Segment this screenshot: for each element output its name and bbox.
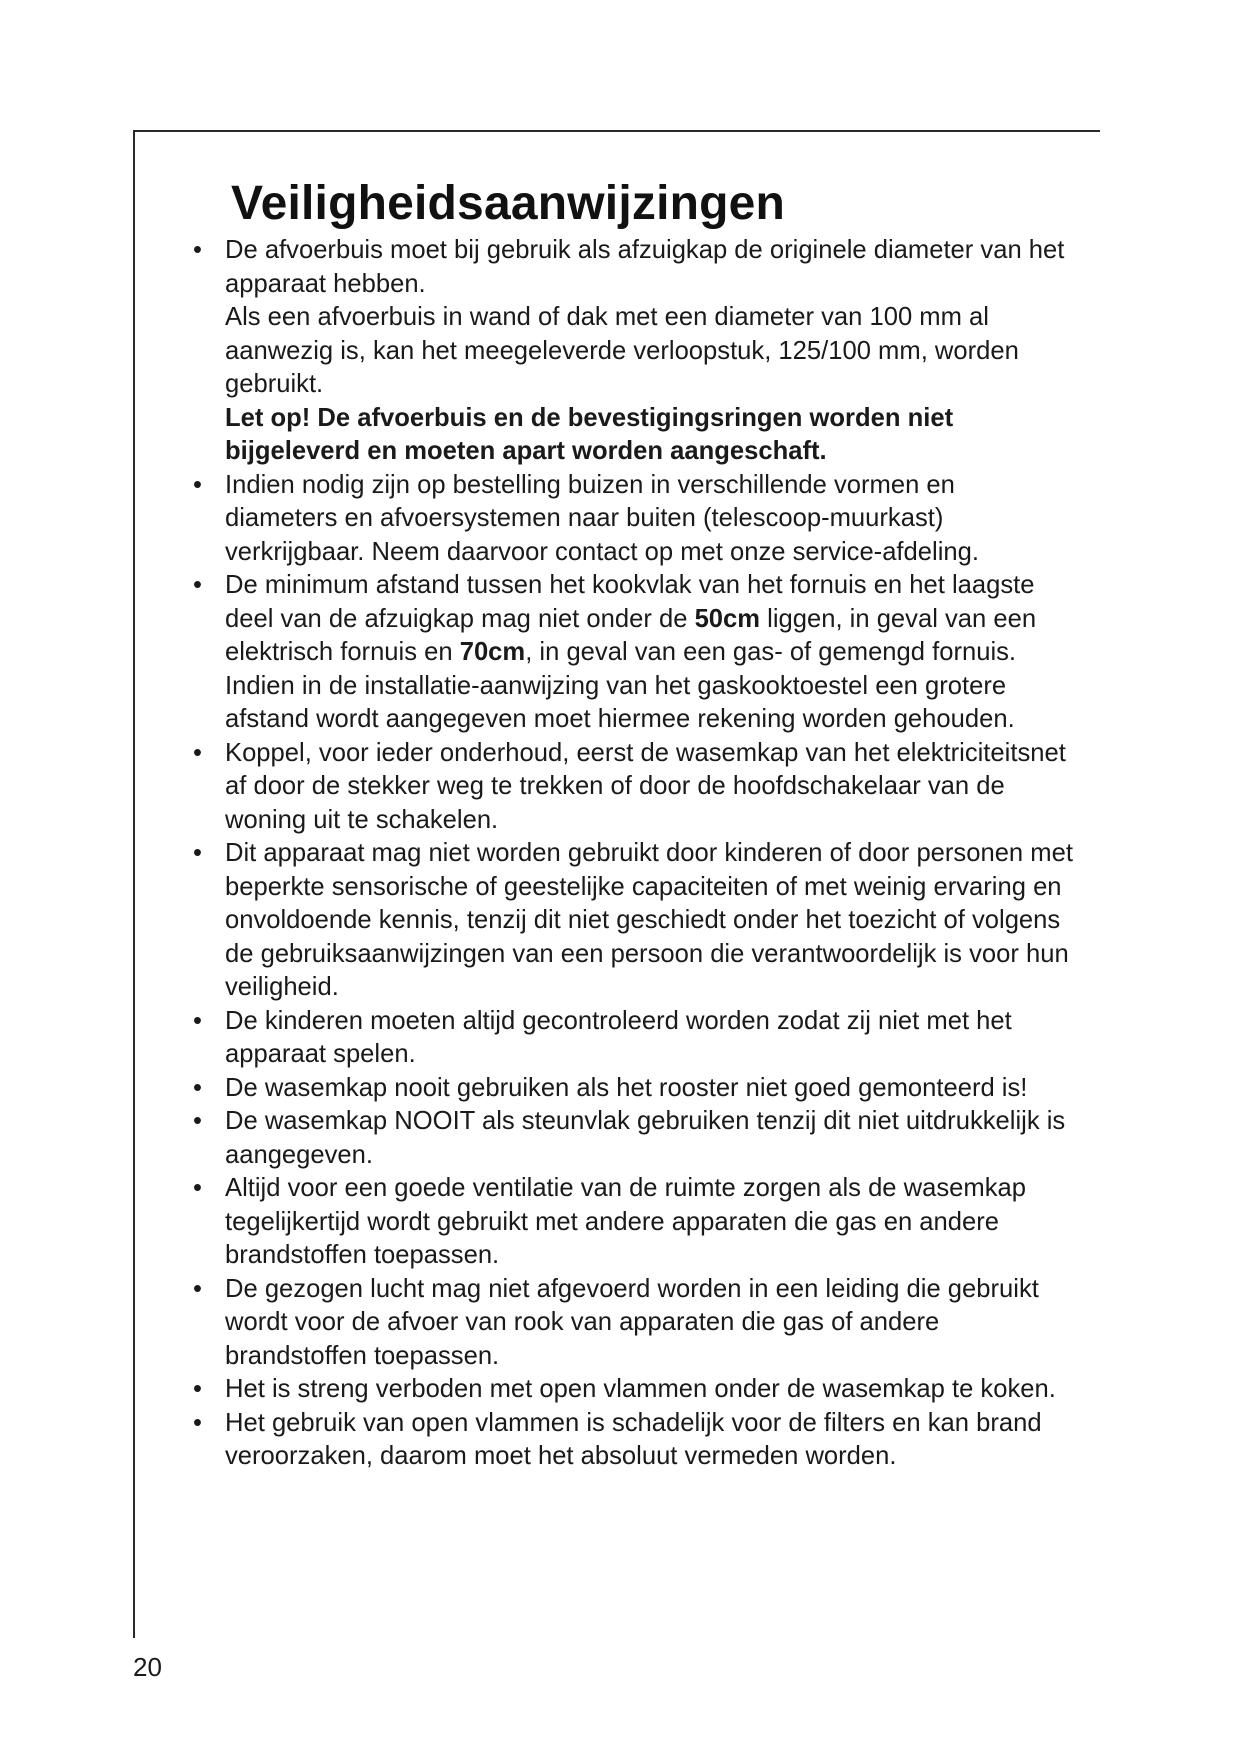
text-segment: De minimum afstand tussen het kookvlak van het fornuis en het laagste deel van de afzuigkap mag niet onder de — [225, 571, 1035, 633]
distance-gas: 70cm — [459, 638, 526, 666]
item-text: De wasemkap NOOIT als steunvlak gebruiken tenzij dit niet uitdrukkelijk is aangegeven. — [225, 1107, 1066, 1169]
page-number: 20 — [133, 1652, 162, 1682]
list-item-air-discharge — [193, 1273, 1073, 1374]
item-text: Het is streng verboden met open vlammen onder de wasemkap te koken. — [225, 1375, 1056, 1403]
page-title: Veiligheidsaanwijzingen — [231, 177, 786, 230]
bullet-icon: • — [193, 236, 202, 264]
item-text: Indien in de installatie-aanwijzing van het gaskooktoestel een grotere afstand wordt aangegeven moet hiermee rekening worden gehouden. — [225, 671, 1015, 733]
item-text: Dit apparaat mag niet worden gebruikt door kinderen of door personen met beperkte sensorische of geestelijke capaciteiten of met weinig ervaring en onvoldoende kennis, tenzij dit niet geschiedt onder het toezicht of volgens de gebruiksaanwijzingen van een persoon die verantwoordelijk is voor hun veiligheid. — [225, 839, 1073, 1001]
bullet-icon: • — [193, 738, 202, 767]
list-item-children-persons — [193, 837, 1073, 1005]
bullet-icon: • — [193, 1107, 202, 1135]
item-text: De kinderen moeten altijd gecontroleerd worden zodat zij niet met het apparaat spelen. — [225, 1006, 1012, 1068]
item-text: Het gebruik van open vlammen is schadelijk voor de filters en kan brand veroorzaken, daarom moet het absoluut vermeden worden. — [225, 1408, 1042, 1470]
list-item-exhaust-diameter — [193, 234, 1073, 469]
item-text: De afvoerbuis moet bij gebruik als afzuigkap de originele diameter van het apparaat hebben. — [225, 236, 1065, 298]
list-item-children-supervision — [193, 1005, 1073, 1072]
list-item-optional-pipes — [193, 469, 1073, 570]
list-item-disconnect-power — [193, 737, 1073, 838]
item-text: Altijd voor een goede ventilatie van de ruimte zorgen als de wasemkap tegelijkertijd wordt gebruikt met andere apparaten die gas en andere brandstoffen toepassen. — [225, 1174, 1026, 1269]
text-segment: , in geval van een gas- of gemengd fornuis. — [525, 638, 1017, 666]
left-rule — [133, 130, 135, 1638]
list-item-no-support-surface — [193, 1105, 1073, 1172]
top-rule — [133, 130, 1100, 132]
distance-electric: 50cm — [694, 604, 761, 633]
bullet-icon: • — [193, 470, 202, 499]
item-text: Als een afvoerbuis in wand of dak met een diameter van 100 mm al aanwezig is, kan het meegeleverde verloopstuk, 125/100 mm, worden gebruikt. — [225, 303, 1019, 398]
list-item-minimum-distance — [193, 569, 1073, 737]
bullet-icon: • — [193, 1006, 202, 1035]
bullet-icon: • — [193, 1375, 202, 1403]
item-text: Koppel, voor ieder onderhoud, eerst de wasemkap van het elektriciteitsnet af door de stekker weg te trekken of door de hoofdschakelaar van de woning uit te schakelen. — [225, 738, 1066, 834]
list-item-grille-mounted — [193, 1072, 1073, 1106]
safety-instructions-list — [193, 234, 1073, 1474]
list-item-ventilation — [193, 1172, 1073, 1273]
text-segment: liggen, in geval van een elektrisch fornuis en — [225, 604, 1037, 666]
bullet-icon: • — [193, 1274, 202, 1303]
item-text: De wasemkap nooit gebruiken als het rooster niet goed gemonteerd is! — [225, 1073, 1028, 1102]
bullet-icon: • — [193, 571, 202, 599]
bullet-icon: • — [193, 839, 202, 867]
bullet-icon: • — [193, 1174, 202, 1202]
warning-text: Let op! De afvoerbuis en de bevestigingsringen worden niet bijgeleverd en moeten apart worden aangeschaft. — [225, 403, 954, 465]
item-text — [225, 569, 1073, 670]
list-item-no-flames — [193, 1373, 1073, 1407]
list-item-flames-damage — [193, 1407, 1073, 1474]
item-text: Indien nodig zijn op bestelling buizen in verschillende vormen en diameters en afvoersystemen naar buiten (telescoop-muurkast) verkrijgbaar. Neem daarvoor contact op met onze service-afdeling. — [225, 470, 979, 566]
bullet-icon: • — [193, 1073, 202, 1102]
bullet-icon: • — [193, 1408, 202, 1437]
item-text: De gezogen lucht mag niet afgevoerd worden in een leiding die gebruikt wordt voor de afvoer van rook van apparaten die gas of andere brandstoffen toepassen. — [225, 1274, 1039, 1370]
